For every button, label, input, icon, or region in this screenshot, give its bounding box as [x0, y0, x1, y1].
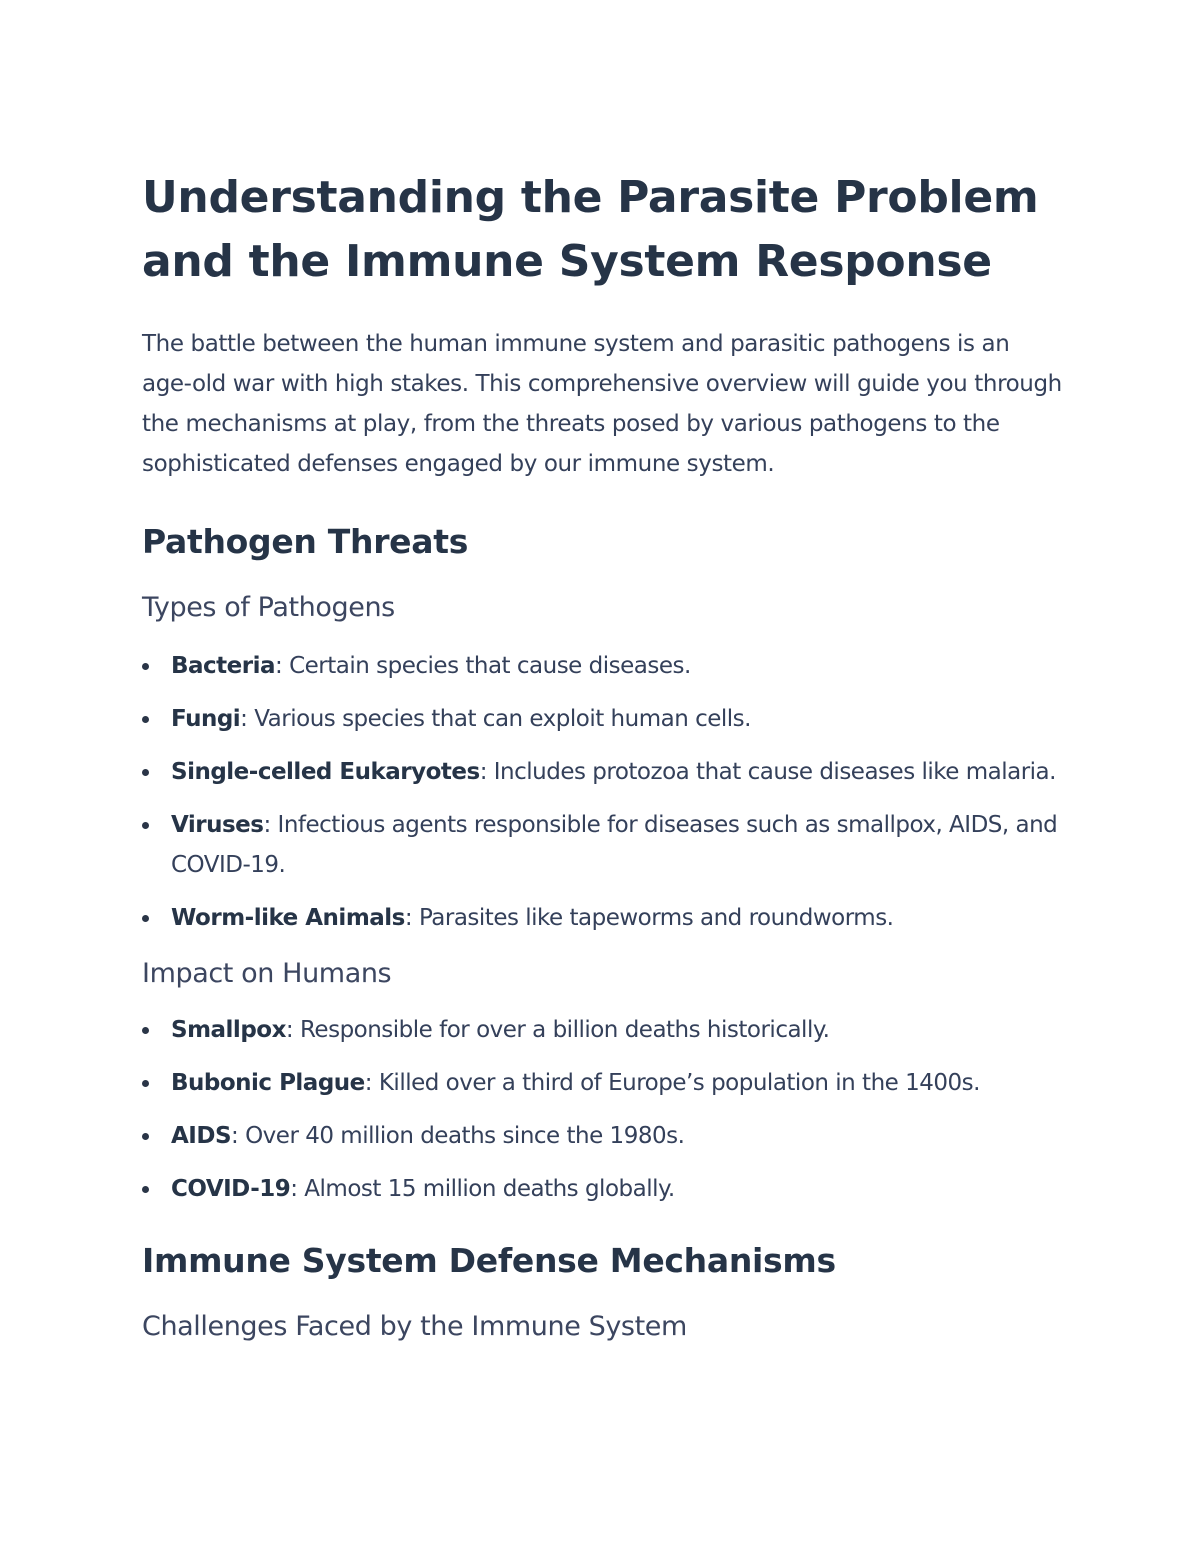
- bullet-icon: [142, 769, 149, 776]
- list-item-term: Viruses: [171, 812, 264, 838]
- list-item: [142, 1116, 1062, 1156]
- list-item-text: : Responsible for over a billion deaths historically.: [285, 1017, 830, 1043]
- bullet-icon: [142, 716, 149, 723]
- list-item: [142, 1010, 1062, 1050]
- bullet-icon: [142, 1133, 149, 1140]
- list-item-text: : Certain species that cause diseases.: [275, 653, 691, 679]
- subsection-heading-impact-on-humans: Impact on Humans: [142, 958, 392, 989]
- list-item-term: Single-celled Eukaryotes: [171, 759, 480, 785]
- list-item-term: Worm-like Animals: [171, 905, 405, 931]
- impact-list: [142, 1010, 1062, 1209]
- list-item: [142, 699, 1062, 739]
- section-heading-pathogen-threats: Pathogen Threats: [142, 522, 469, 561]
- list-item-text: : Almost 15 million deaths globally.: [290, 1176, 675, 1202]
- list-item: [142, 1063, 1062, 1103]
- section-heading-immune-defense: Immune System Defense Mechanisms: [142, 1241, 836, 1280]
- list-item-term: Smallpox: [171, 1017, 286, 1043]
- list-item-term: Bacteria: [171, 653, 276, 679]
- list-item-text: : Killed over a third of Europe’s population in the 1400s.: [364, 1070, 980, 1096]
- list-item-term: Fungi: [171, 706, 241, 732]
- subsection-heading-challenges: Challenges Faced by the Immune System: [142, 1311, 687, 1342]
- bullet-icon: [142, 1027, 149, 1034]
- list-item: [142, 805, 1062, 885]
- list-item-term: COVID-19: [171, 1176, 291, 1202]
- subsection-heading-types-of-pathogens: Types of Pathogens: [142, 592, 395, 623]
- list-item-term: Bubonic Plague: [171, 1070, 365, 1096]
- list-item-text: : Various species that can exploit human cells.: [240, 706, 751, 732]
- page-title: Understanding the Parasite Problem and the Immune System Response: [142, 172, 1039, 287]
- pathogen-types-list: [142, 646, 1062, 938]
- list-item-text: : Includes protozoa that cause diseases like malaria.: [479, 759, 1056, 785]
- list-item: [142, 898, 1062, 938]
- list-item: [142, 1169, 1062, 1209]
- list-item: [142, 752, 1062, 792]
- bullet-icon: [142, 1080, 149, 1087]
- list-item-text: : Parasites like tapeworms and roundworms.: [404, 905, 894, 931]
- list-item-text: : Infectious agents responsible for diseases such as smallpox, AIDS, and COVID-19.: [171, 812, 1058, 878]
- intro-paragraph: The battle between the human immune system and parasitic pathogens is an age-old war with high stakes. This comprehensive overview will guide you through the mechanisms at play, from the threats posed by various pathogens to the sophisticated defenses engaged by our immune system.: [142, 331, 1062, 477]
- bullet-icon: [142, 915, 149, 922]
- bullet-icon: [142, 1186, 149, 1193]
- bullet-icon: [142, 822, 149, 829]
- bullet-icon: [142, 663, 149, 670]
- list-item: [142, 646, 1062, 686]
- list-item-term: AIDS: [171, 1123, 232, 1149]
- document-body: [142, 166, 1062, 1347]
- list-item-text: : Over 40 million deaths since the 1980s.: [231, 1123, 685, 1149]
